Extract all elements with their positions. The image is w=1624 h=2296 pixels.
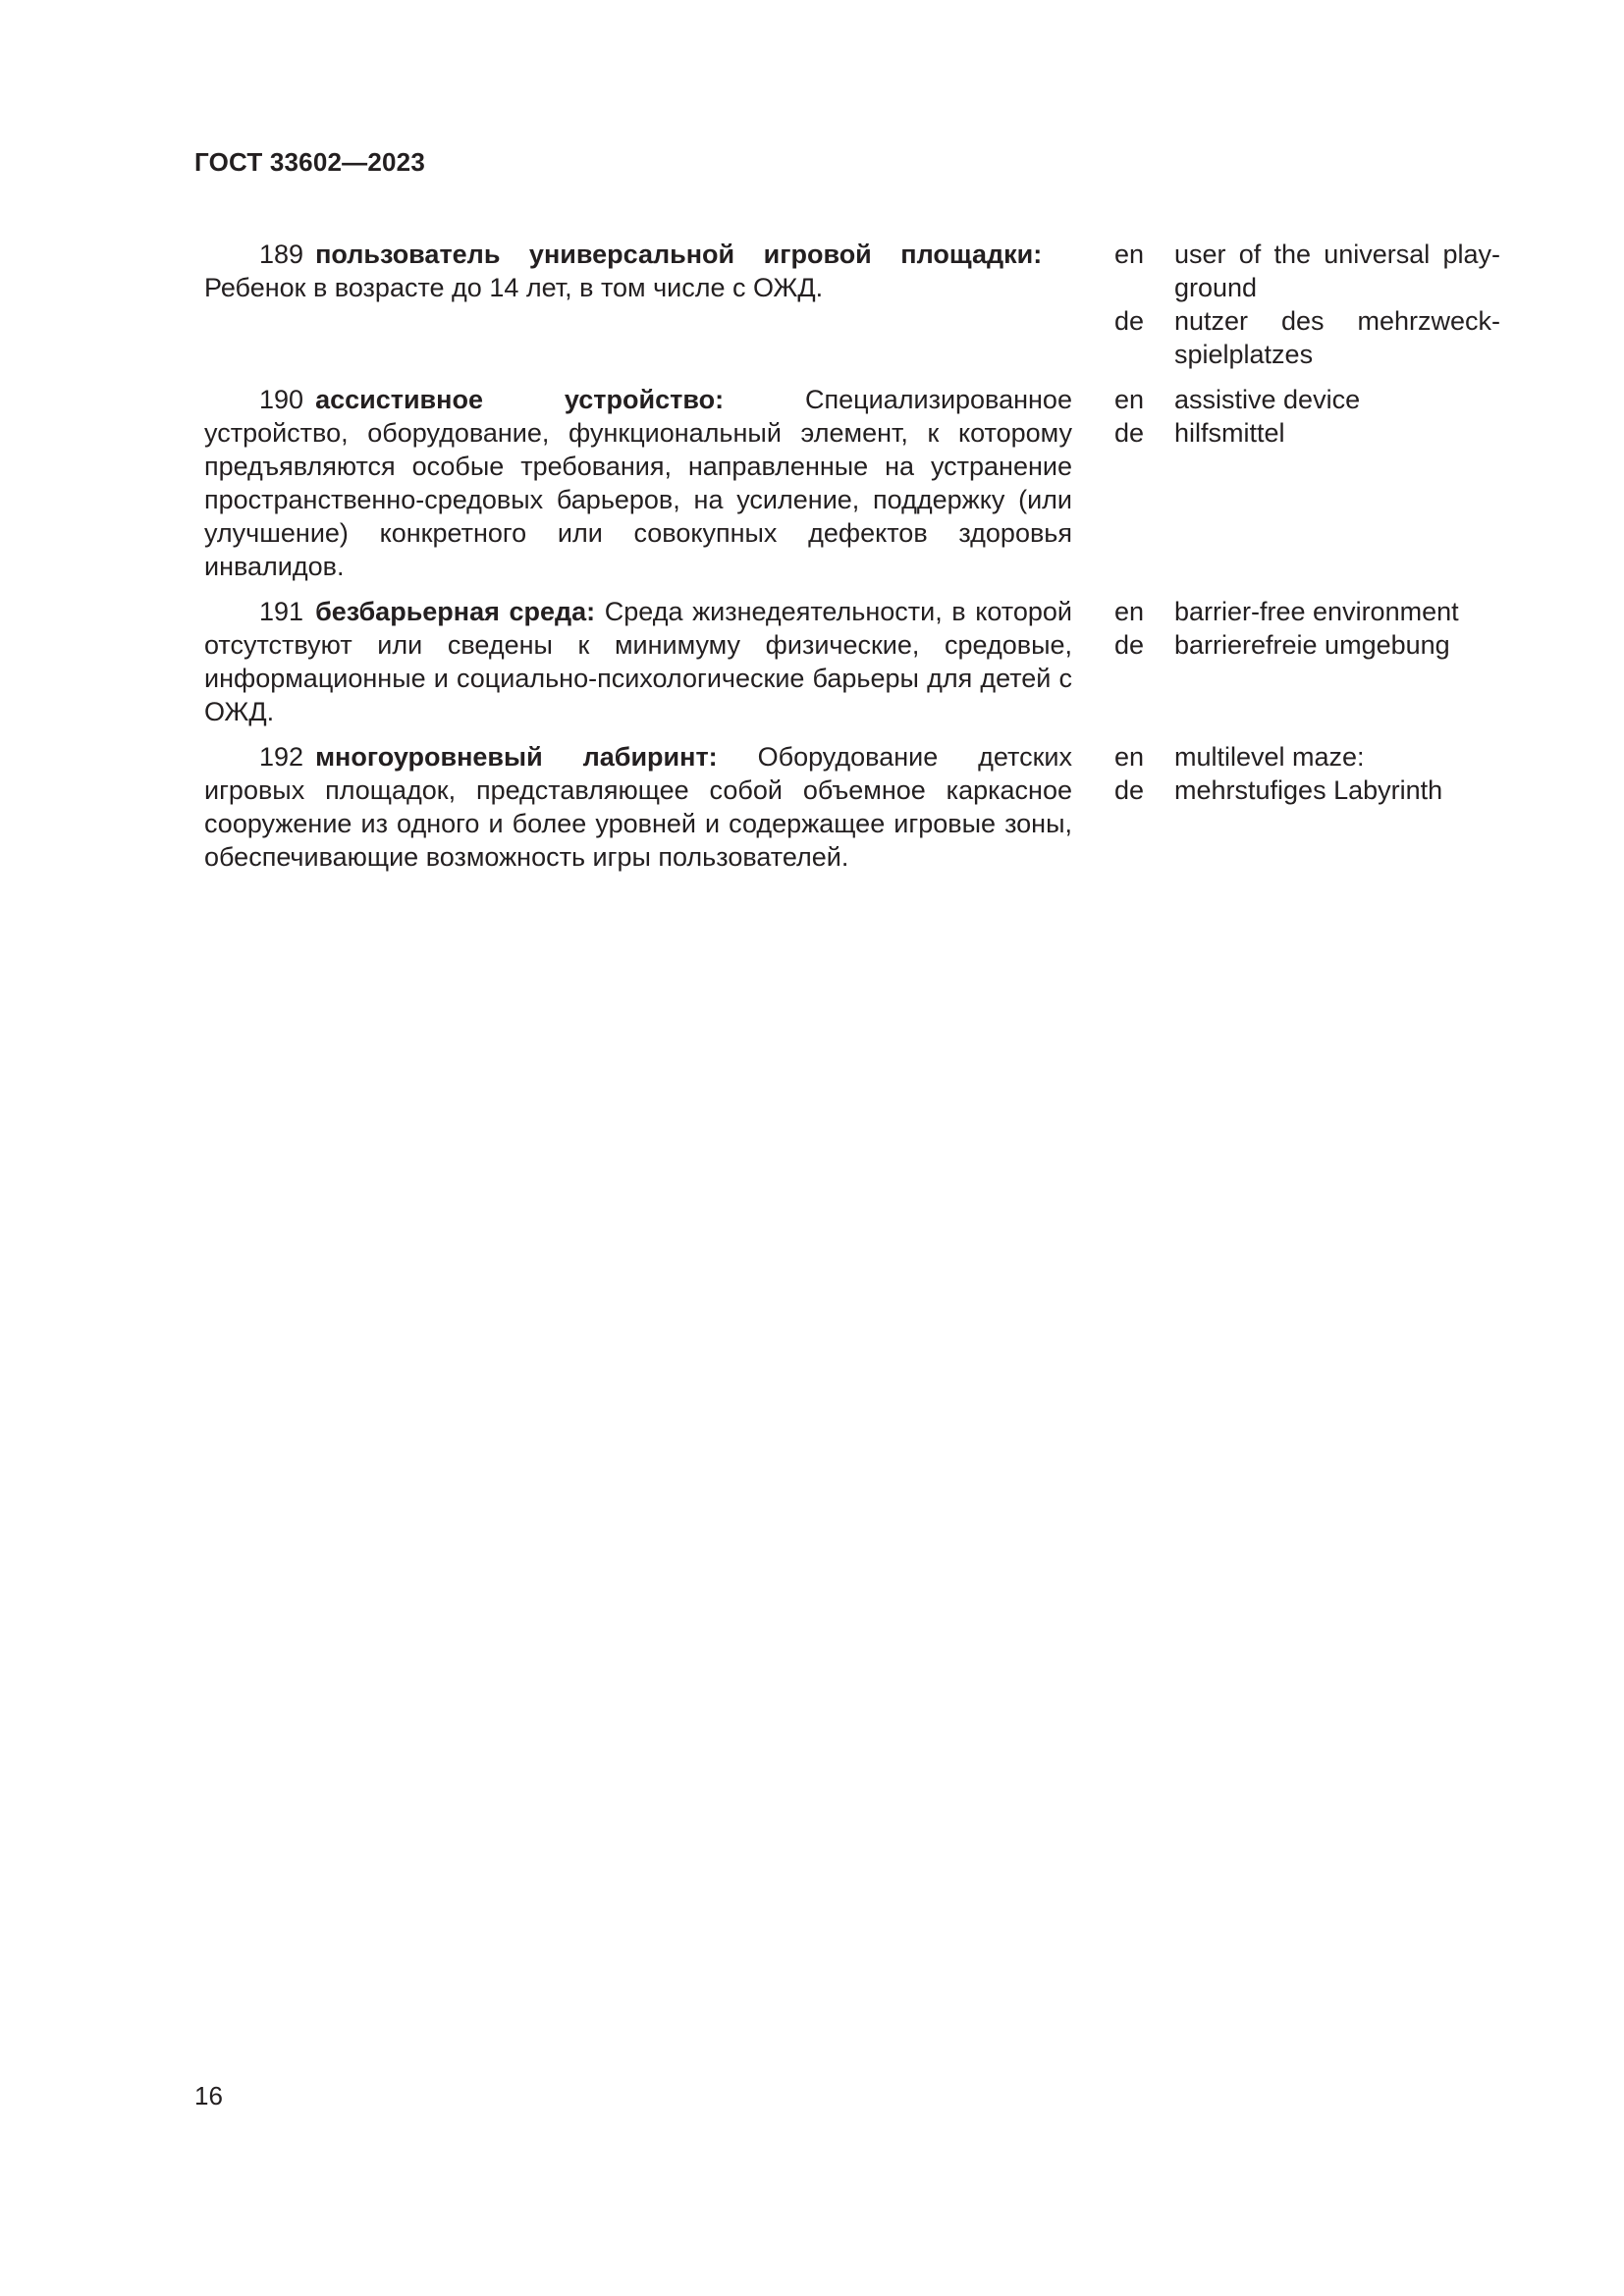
term-name: пользователь универсальной игровой площадки:: [315, 240, 1043, 269]
term-name: многоуровневый лабиринт:: [315, 742, 718, 772]
translation-de-line: hilfsmittel: [1174, 418, 1285, 448]
term-definition: [204, 238, 1084, 371]
term-number: 190: [259, 385, 304, 414]
term-definition: [204, 740, 1084, 874]
terms-list: [204, 238, 1500, 885]
term-definition: [204, 595, 1084, 728]
translation-de-line: mehrstufiges Labyrinth: [1174, 775, 1443, 805]
term-definition: [204, 383, 1084, 583]
translation-de-line: barrierefreie umgebung: [1174, 630, 1450, 660]
term-lang-column: [1084, 383, 1174, 583]
term-entry-190: [204, 383, 1500, 583]
term-definition-text: Ребенок в возрасте до 14 лет, в том числе с ОЖД.: [204, 273, 824, 302]
term-lang-column: [1084, 595, 1174, 728]
lang-spacer: [1084, 271, 1174, 304]
lang-code-de: de: [1113, 630, 1145, 660]
term-number: 192: [259, 742, 304, 772]
lang-code-de: de: [1113, 418, 1145, 448]
translation-en-line: barrier-free environment: [1174, 597, 1459, 626]
term-name: ассистивное устройство:: [315, 385, 725, 414]
term-entry-189: [204, 238, 1500, 371]
lang-code-de: de: [1113, 775, 1145, 805]
translation-de-line: spielplatzes: [1174, 340, 1314, 369]
term-lang-column: [1084, 238, 1174, 371]
term-translation-column: [1174, 238, 1500, 371]
term-name: безбарьерная среда:: [315, 597, 596, 626]
term-definition-text: Среда жизнедеятельности, в которой отсутствуют или сведены к минимуму физические, средовые, информационные и социально-психологические барьеры для детей с ОЖД.: [204, 597, 1072, 726]
translation-de-line: nutzer des mehrzweck-: [1174, 306, 1500, 336]
term-number: 191: [259, 597, 304, 626]
lang-code-en: en: [1113, 240, 1145, 269]
term-translation-column: [1174, 740, 1500, 874]
term-definition-text: Оборудование детских игровых площадок, представляющее собой объемное каркасное сооружение из одного и более уровней и содержащее игровые зоны, обеспечивающие возможность игры пользователей.: [204, 742, 1072, 872]
term-translation-column: [1174, 383, 1500, 583]
translation-en-line: ground: [1174, 273, 1258, 302]
translation-en-line: user of the universal play-: [1174, 240, 1500, 269]
term-translation-column: [1174, 595, 1500, 728]
term-entry-191: [204, 595, 1500, 728]
term-number: 189: [259, 240, 304, 269]
document-code: ГОСТ 33602—2023: [194, 147, 425, 177]
translation-en-line: assistive device: [1174, 385, 1361, 414]
term-lang-column: [1084, 740, 1174, 874]
term-entry-192: [204, 740, 1500, 874]
translation-en-line: multilevel maze:: [1174, 742, 1365, 772]
lang-code-en: en: [1113, 597, 1145, 626]
lang-code-en: en: [1113, 742, 1145, 772]
lang-code-de: de: [1113, 306, 1145, 336]
page-number: 16: [194, 2081, 223, 2110]
term-definition-text: Специализированное устройство, оборудование, функциональный элемент, к которому предъявляются особые требования, направленные на устранение пространственно-средовых барьеров, на усиление, поддержку (или улучшение) конкретного или совокупных дефектов здоровья инвалидов.: [204, 385, 1072, 581]
lang-code-en: en: [1113, 385, 1145, 414]
